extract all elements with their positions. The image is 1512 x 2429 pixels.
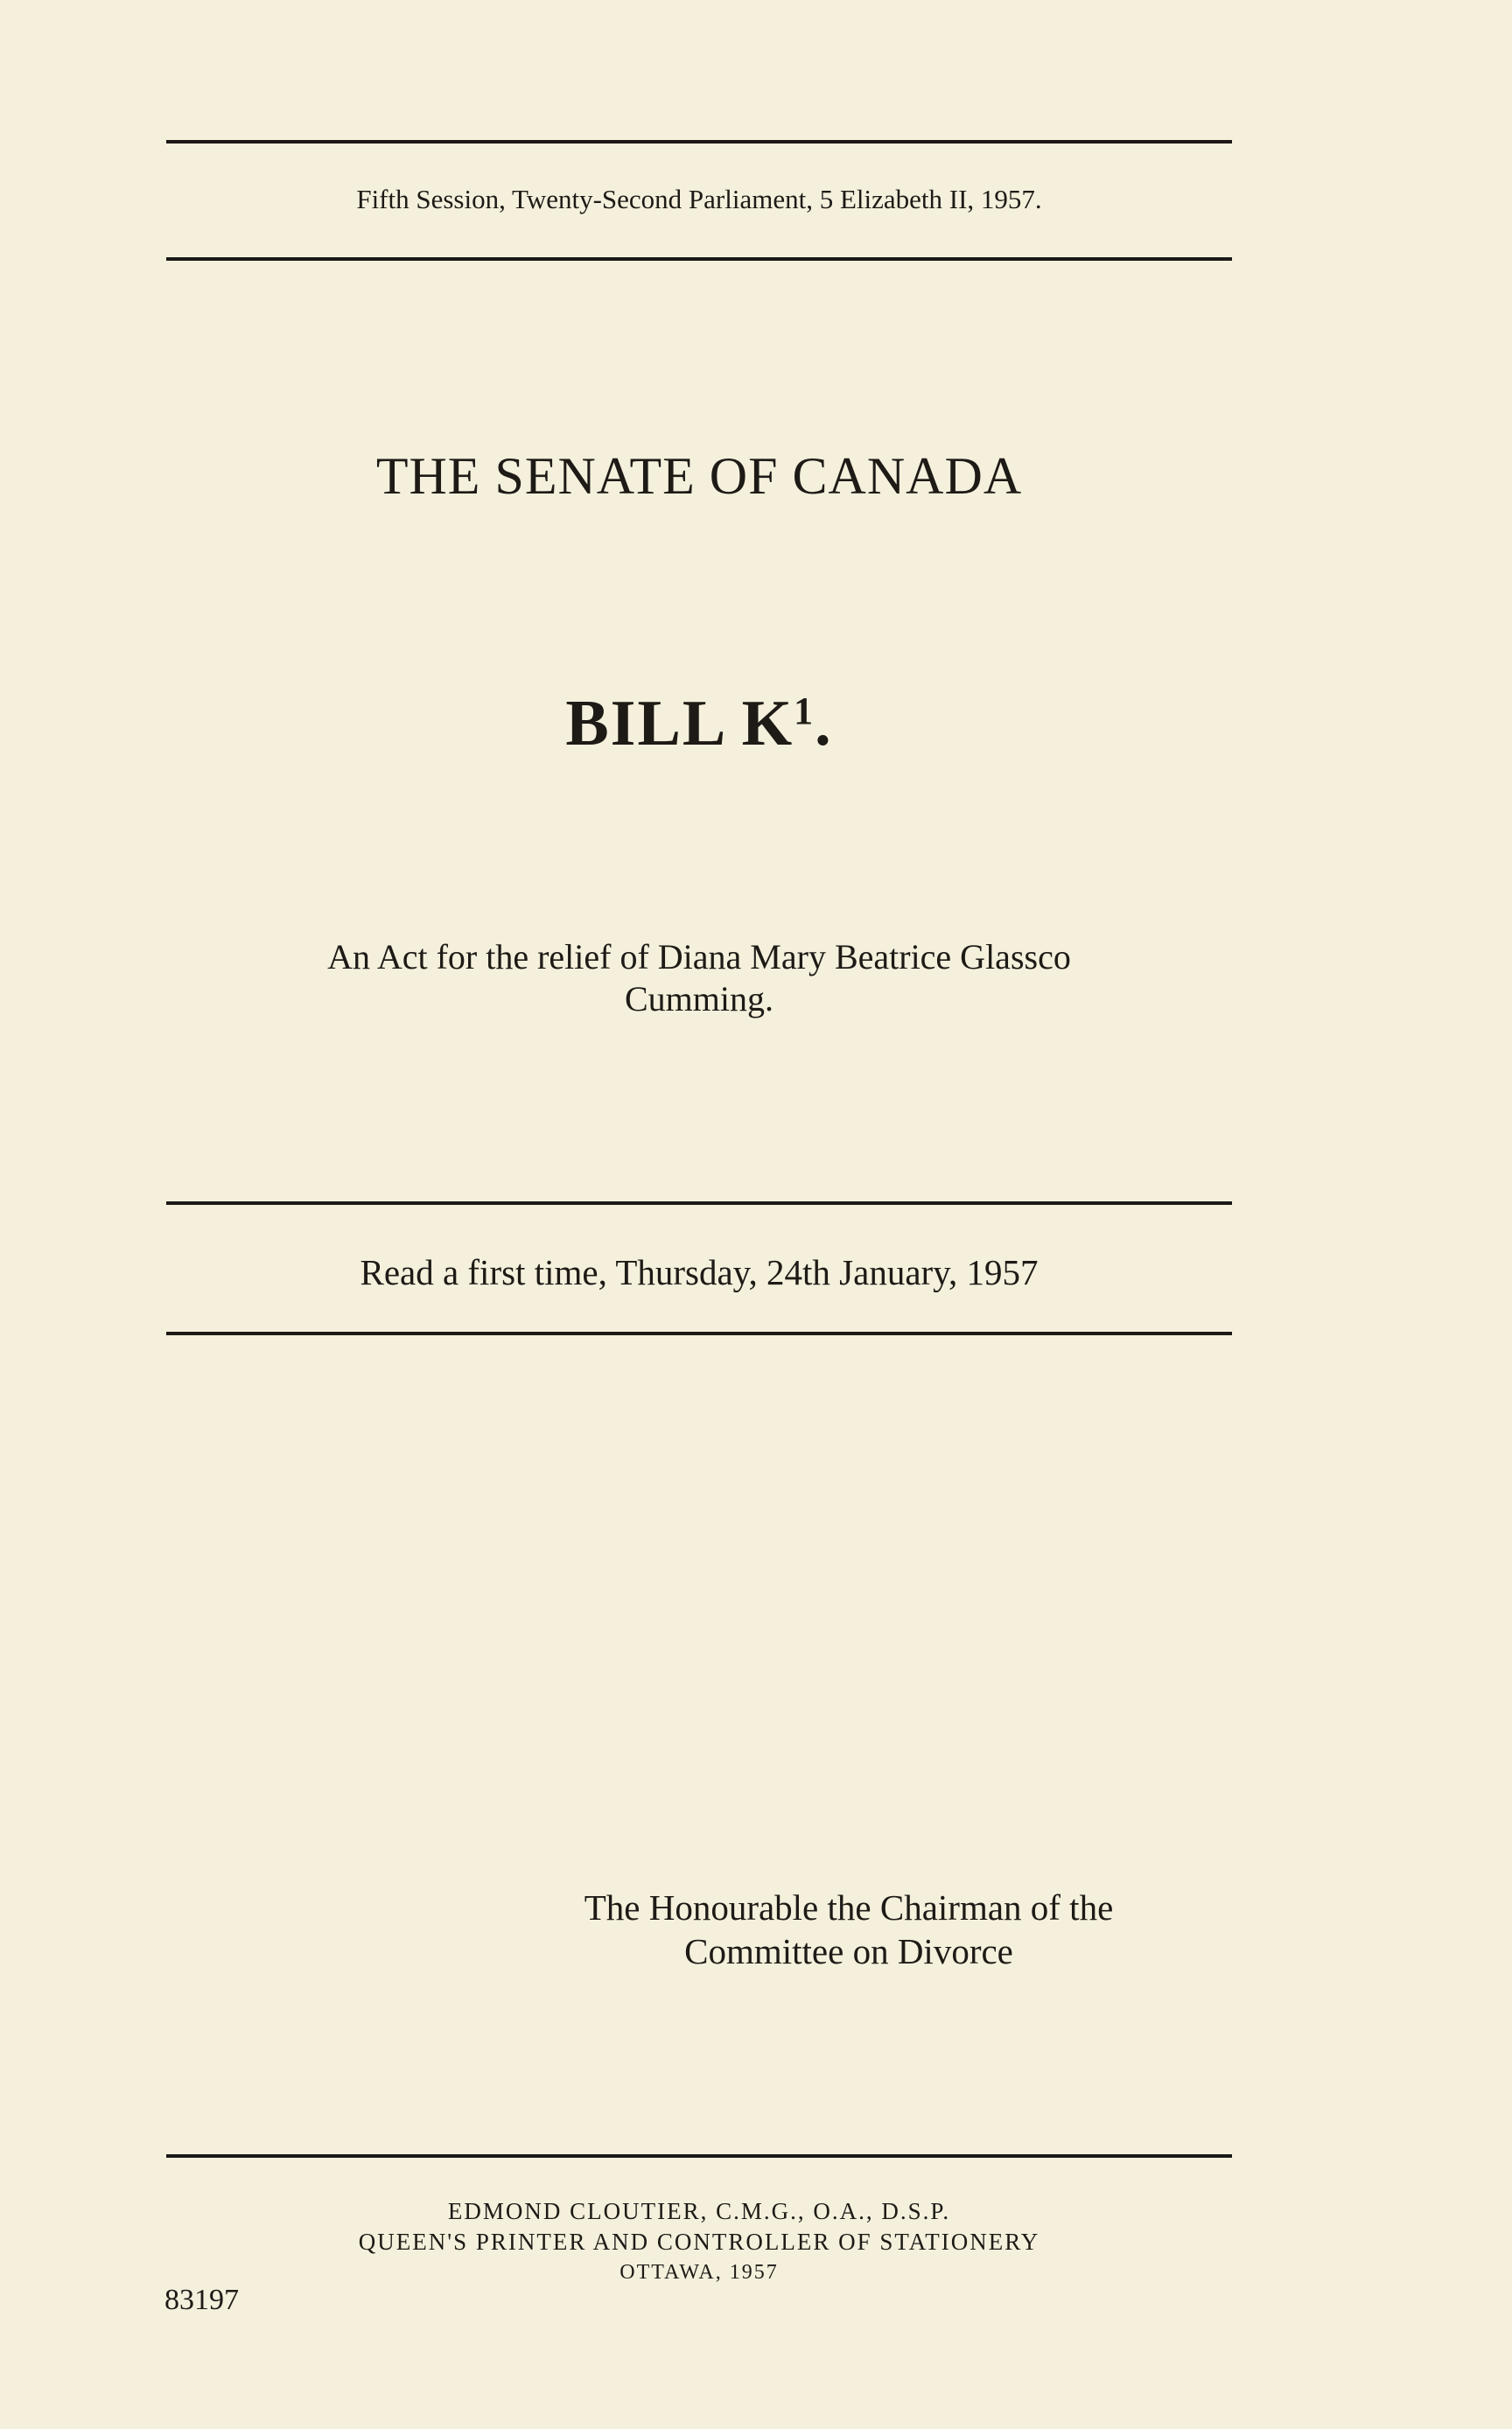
act-line-1: An Act for the relief of Diana Mary Beatrice Glassco bbox=[327, 937, 1071, 976]
sponsor-line-1: The Honourable the Chairman of the bbox=[584, 1887, 1114, 1928]
session-line: Fifth Session, Twenty-Second Parliament, 5 Elizabeth II, 1957. bbox=[356, 184, 1042, 214]
reading-top-rule bbox=[166, 1201, 1232, 1205]
reading-bottom-rule bbox=[166, 1332, 1232, 1335]
bill-title bbox=[166, 687, 1232, 761]
bill-label: BILL K bbox=[565, 688, 794, 760]
top-rule bbox=[166, 140, 1232, 144]
bill-period: . bbox=[815, 688, 833, 760]
sponsor-line-2: Committee on Divorce bbox=[684, 1931, 1013, 1971]
sponsor-block bbox=[490, 1886, 1208, 1973]
bill-superscript: 1 bbox=[794, 690, 816, 732]
printer-imprint bbox=[166, 2196, 1232, 2288]
document-number: 83197 bbox=[164, 2284, 239, 2316]
printer-title: QUEEN'S PRINTER AND CONTROLLER OF STATIONERY bbox=[358, 2229, 1040, 2255]
first-reading-line: Read a first time, Thursday, 24th January, 1957 bbox=[360, 1252, 1039, 1292]
printer-top-rule bbox=[166, 2154, 1232, 2158]
printer-place-year: OTTAWA, 1957 bbox=[620, 2261, 779, 2284]
senate-heading: THE SENATE OF CANADA bbox=[375, 447, 1023, 505]
session-bottom-rule bbox=[166, 257, 1232, 261]
act-line-2: Cumming. bbox=[624, 979, 774, 1018]
printer-name: EDMOND CLOUTIER, C.M.G., O.A., D.S.P. bbox=[447, 2198, 951, 2224]
act-description bbox=[166, 936, 1232, 1020]
